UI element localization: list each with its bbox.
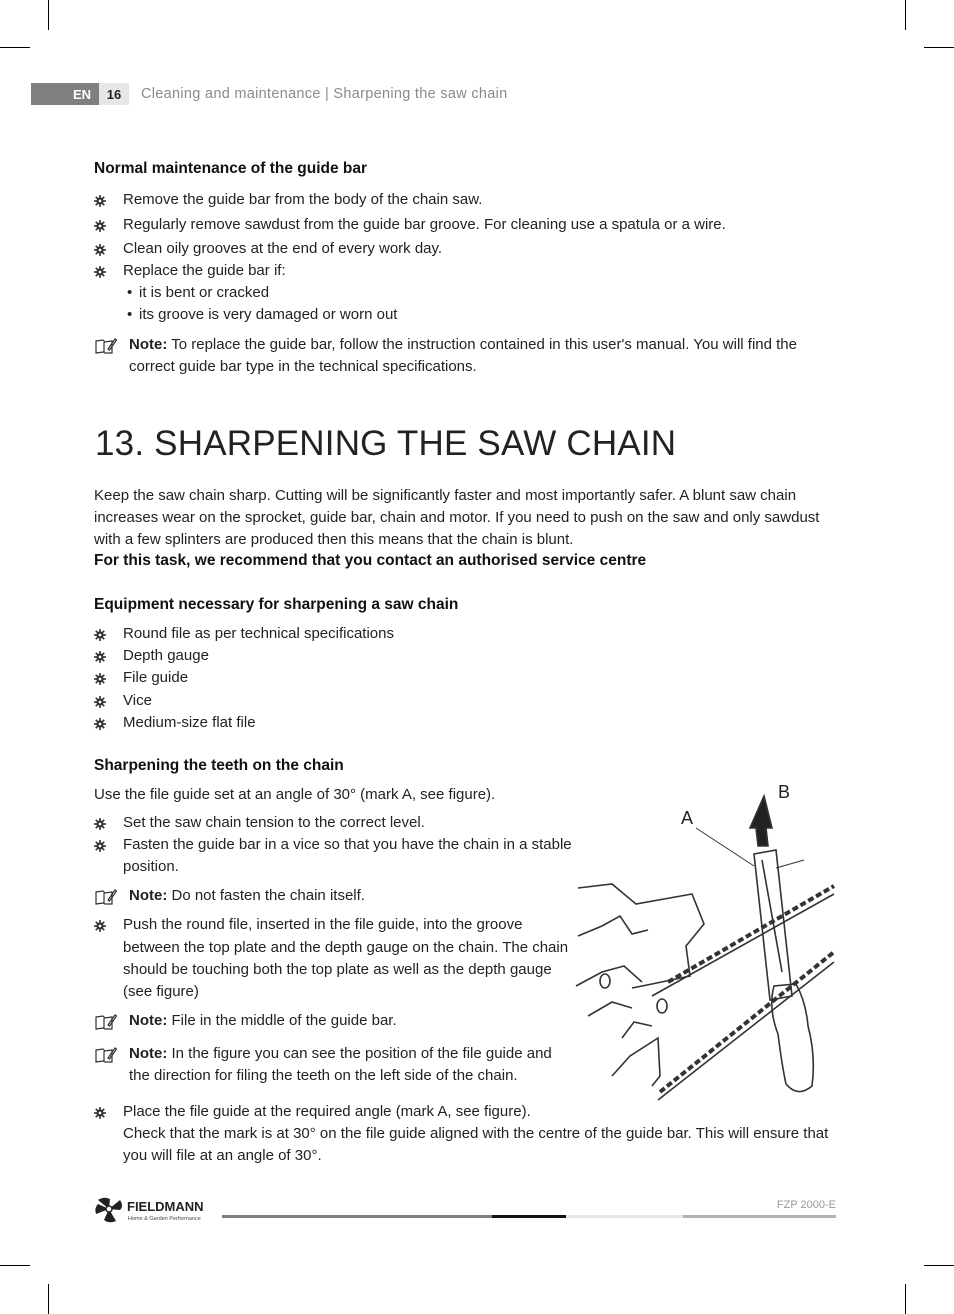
note-icon bbox=[95, 889, 117, 905]
footer-rule bbox=[683, 1215, 836, 1218]
list-item: position. bbox=[123, 858, 179, 875]
list-item: Vice bbox=[123, 692, 152, 709]
paragraph-line: increases wear on the sprocket, guide bar, chain and motor. If you need to push on the saw and only sawdust bbox=[94, 509, 820, 526]
crop-mark bbox=[0, 47, 30, 48]
paragraph-line: with a few splinters are produced then this means that the chain is blunt. bbox=[94, 531, 574, 548]
page-header bbox=[31, 83, 508, 105]
fieldmann-logo bbox=[94, 1194, 222, 1224]
note-icon bbox=[95, 1014, 117, 1030]
crop-mark bbox=[48, 0, 49, 30]
header-title: Cleaning and maintenance | Sharpening the saw chain bbox=[141, 86, 508, 102]
sub-list-item: its groove is very damaged or worn out bbox=[139, 306, 398, 323]
footer-rule bbox=[222, 1215, 492, 1218]
list-item: Replace the guide bar if: bbox=[123, 262, 286, 279]
brand-name: FIELDMANN bbox=[127, 1199, 204, 1214]
crop-mark bbox=[905, 1284, 906, 1314]
note-icon bbox=[95, 1047, 117, 1063]
list-item: should be touching both the top plate as well as the depth gauge bbox=[123, 961, 552, 978]
bullet-icon bbox=[94, 673, 106, 685]
sub-list-item: it is bent or cracked bbox=[139, 284, 270, 301]
note-icon bbox=[95, 338, 117, 354]
note-label: Note: bbox=[129, 1012, 168, 1029]
list-item: Depth gauge bbox=[123, 647, 209, 664]
fan-icon bbox=[95, 1198, 122, 1223]
crop-mark bbox=[905, 0, 906, 30]
list-item: Place the file guide at the required angle (mark A, see figure). bbox=[123, 1103, 531, 1120]
note-text: In the figure you can see the position of the file guide and bbox=[171, 1045, 552, 1062]
bullet-icon bbox=[94, 195, 106, 207]
note-text: To replace the guide bar, follow the instruction contained in this user's manual. You will find the bbox=[171, 336, 797, 353]
recommendation: For this task, we recommend that you contact an authorised service centre bbox=[94, 552, 647, 569]
dot-bullet: • bbox=[127, 306, 133, 323]
bullet-icon bbox=[94, 266, 106, 278]
list-item: File guide bbox=[123, 669, 189, 686]
list-item: Round file as per technical specifications bbox=[123, 625, 394, 642]
note-text: Do not fasten the chain itself. bbox=[171, 887, 365, 904]
list-item: (see figure) bbox=[123, 983, 199, 1000]
language-tab: EN bbox=[31, 83, 99, 105]
list-item: Fasten the guide bar in a vice so that you have the chain in a stable bbox=[123, 836, 572, 853]
bullet-icon bbox=[94, 818, 106, 830]
bullet-icon bbox=[94, 718, 106, 730]
note-text: the direction for filing the teeth on the left side of the chain. bbox=[129, 1067, 518, 1084]
list-item: Medium-size flat file bbox=[123, 714, 256, 731]
bullet-icon bbox=[94, 840, 106, 852]
note-label: Note: bbox=[129, 1045, 168, 1062]
section-title: 13. SHARPENING THE SAW CHAIN bbox=[95, 424, 677, 463]
note bbox=[129, 885, 365, 907]
figure-label-a: A bbox=[681, 808, 694, 828]
crop-mark bbox=[924, 47, 954, 48]
bullet-icon bbox=[94, 696, 106, 708]
crop-mark bbox=[924, 1265, 954, 1266]
bullet-icon bbox=[94, 629, 106, 641]
note bbox=[129, 334, 797, 356]
list-item: Regularly remove sawdust from the guide bar groove. For cleaning use a spatula or a wire. bbox=[123, 216, 726, 233]
note bbox=[129, 1043, 552, 1065]
bullet-icon bbox=[94, 1107, 106, 1119]
note-label: Note: bbox=[129, 336, 168, 353]
crop-mark bbox=[0, 1265, 30, 1266]
equipment-heading: Equipment necessary for sharpening a saw chain bbox=[94, 596, 459, 613]
list-item: Clean oily grooves at the end of every work day. bbox=[123, 240, 443, 257]
guide-bar-heading: Normal maintenance of the guide bar bbox=[94, 160, 368, 177]
list-item: Remove the guide bar from the body of the chain saw. bbox=[123, 191, 483, 208]
list-item: Check that the mark is at 30° on the file guide aligned with the centre of the guide bar. This will ensure that bbox=[123, 1125, 829, 1142]
model-number: FZP 2000-E bbox=[776, 1199, 836, 1211]
paragraph-line: Use the file guide set at an angle of 30° (mark A, see figure). bbox=[94, 786, 496, 803]
brand-tagline: Home & Garden Performance bbox=[128, 1216, 201, 1222]
page-number: 16 bbox=[99, 83, 129, 105]
bullet-icon bbox=[94, 244, 106, 256]
bullet-icon bbox=[94, 220, 106, 232]
crop-mark bbox=[48, 1284, 49, 1314]
footer-rule bbox=[566, 1215, 683, 1218]
note-text: correct guide bar type in the technical specifications. bbox=[129, 358, 477, 375]
note-text: File in the middle of the guide bar. bbox=[171, 1012, 397, 1029]
figure-label-b: B bbox=[778, 782, 791, 802]
note-label: Note: bbox=[129, 887, 168, 904]
paragraph-line: Keep the saw chain sharp. Cutting will be significantly faster and most importantly safer. A blunt saw chain bbox=[94, 487, 797, 504]
list-item: Push the round file, inserted in the file guide, into the groove bbox=[123, 916, 523, 933]
dot-bullet: • bbox=[127, 284, 133, 301]
note bbox=[129, 1010, 397, 1032]
sharpening-figure bbox=[572, 776, 840, 1108]
list-item: between the top plate and the depth gauge on the chain. The chain bbox=[123, 939, 569, 956]
footer-rule bbox=[492, 1215, 566, 1218]
list-item: Set the saw chain tension to the correct level. bbox=[123, 814, 425, 831]
bullet-icon bbox=[94, 651, 106, 663]
bullet-icon bbox=[94, 920, 106, 932]
list-item: you will file at an angle of 30°. bbox=[123, 1147, 322, 1164]
teeth-heading: Sharpening the teeth on the chain bbox=[94, 757, 344, 774]
